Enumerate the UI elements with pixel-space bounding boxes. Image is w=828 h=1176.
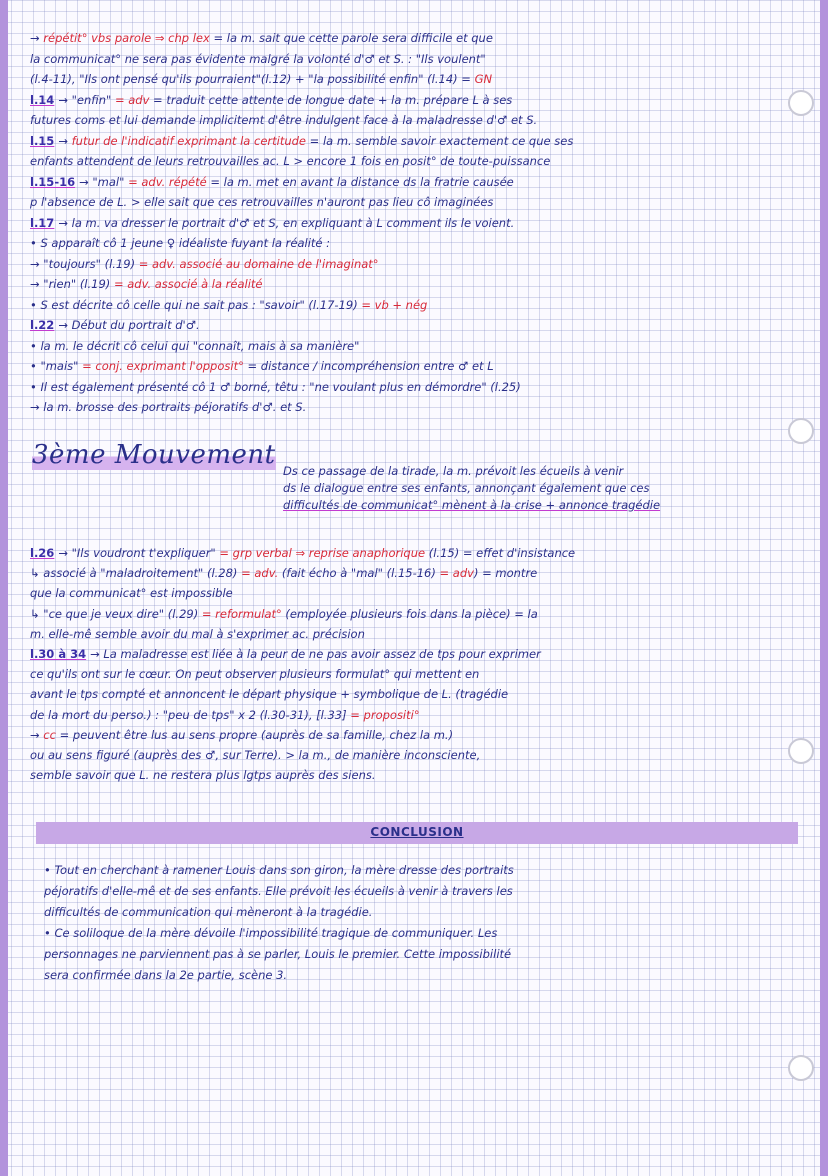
note-text: que la communicat° est impossible [30,586,233,601]
note-line [30,92,798,109]
conclusion-line: • Tout en cherchant à ramener Louis dans son giron, la mère dresse des portraits [44,863,514,877]
right-margin-strip [820,0,828,1176]
note-text: (fait écho à "mal" (l.15-16) [278,566,440,581]
grammar-annotation: = grp verbal ⇒ reprise anaphorique [219,546,426,560]
grammar-annotation: = adv. associé au domaine de l'imaginat° [138,256,379,271]
note-line [30,153,798,170]
note-line [30,194,798,211]
movement-intro [283,463,793,514]
note-line [30,338,798,355]
note-line [30,686,798,703]
intro-line: difficultés de communicat° mènent à la crise + annonce tragédie [283,498,661,512]
note-text: → la m. va dresser le portrait d'♂ et S, en expliquant à L comment ils le voient. [58,215,515,230]
note-text: enfants attendent de leurs retrouvailles ac. L > encore 1 fois en posit° de toute-puissance [30,154,551,168]
note-line [30,51,798,68]
note-text: ) = montre [473,566,538,581]
line-reference-label: l.14 [30,92,55,107]
line-reference-label: l.30 à 34 [30,647,87,661]
conclusion-line: • Ce soliloque de la mère dévoile l'impossibilité tragique de communiquer. Les [44,926,498,940]
line-reference-label: l.17 [30,215,55,230]
grammar-annotation: = adv. répété [128,174,207,189]
note-line [30,71,798,88]
grammar-annotation: futur de l'indicatif exprimant la certitude [71,133,306,148]
conclusion-line: péjoratifs d'elle-mê et de ses enfants. Elle prévoit les écueils à venir à travers les [44,884,513,898]
note-text: • la m. le décrit cô celui qui "connaît, mais à sa manière" [30,338,360,353]
grammar-annotation: répétit° vbs parole ⇒ chp lex [43,31,210,45]
grammar-annotation: GN [474,72,493,86]
conclusion-line: personnages ne parviennent pas à se parler, Louis le premier. Cette impossibilité [44,947,512,961]
note-text: → "enfin" [58,92,115,107]
note-text: • S apparaît cô 1 jeune ♀ idéaliste fuyant la réalité : [30,236,330,250]
note-text: → "mal" [79,174,129,189]
note-line [30,767,798,784]
note-line [30,317,798,334]
note-line [30,174,798,191]
note-text: → [58,133,72,148]
note-text: → "toujours" (l.19) [30,256,139,271]
note-text: futures coms et lui demande implicitemt d'être indulgent face à la maladresse d'♂ et S. [30,113,538,127]
note-text: ou au sens figuré (auprès des ♂, sur Terre). > la m., de manière inconsciente, [30,748,481,762]
note-text: (employée plusieurs fois dans la pièce) = la [281,606,538,621]
note-text: la communicat° ne sera pas évidente malgré la volonté d'♂ et S. : "Ils voulent" [30,51,486,66]
note-text: de la mort du perso.) : "peu de tps" x 2 (l.30-31), [l.33] [30,707,351,722]
note-text: (l.4-11), "Ils ont pensé qu'ils pourraient"(l.12) + "la possibilité enfin" (l.14) = [30,72,475,86]
note-text: • Il est également présenté cô 1 ♂ borné, têtu : "ne voulant plus en démordre" (l.25) [30,379,521,394]
note-line [30,215,798,232]
grammar-annotation: = adv. [241,566,279,581]
note-line [30,747,798,764]
line-reference-label: l.15 [30,133,55,148]
grammar-annotation: = adv [439,566,474,581]
note-line [30,358,798,375]
movement-title [32,440,276,470]
intro-line: Ds ce passage de la tirade, la m. prévoit les écueils à venir [283,464,624,478]
note-line [30,585,798,602]
note-line [30,276,798,293]
note-line [30,545,798,562]
note-line [30,256,798,273]
grammar-annotation: = reformulat° [201,606,282,621]
note-line [30,399,798,416]
note-text: m. elle-mê semble avoir du mal à s'exprimer ac. précision [30,626,365,641]
note-text: = la m. met en avant la distance ds la fratrie causée [206,174,514,189]
note-text: → "Ils voudront t'expliquer" [58,546,220,560]
conclusion-line: sera confirmée dans la 2e partie, scène 3. [44,968,288,982]
binder-hole [788,418,814,444]
note-text: → Début du portrait d'♂. [58,318,200,332]
left-margin-strip [0,0,8,1176]
note-text: → [30,31,44,45]
note-text: = la m. sait que cette parole sera difficile et que [209,31,493,45]
conclusion-header [36,822,798,844]
note-text: semble savoir que L. ne restera plus lgtps auprès des siens. [30,768,376,783]
conclusion-title: CONCLUSION [370,825,464,839]
note-line [30,626,798,643]
note-text: = la m. semble savoir exactement ce que ses [306,133,574,148]
note-line [30,666,798,683]
note-text: p l'absence de L. > elle sait que ces retrouvailles n'auront pas lieu cô imaginées [30,195,494,209]
note-text: → [30,727,44,742]
note-text: ↳ associé à "maladroitement" (l.28) [30,566,242,581]
note-line [30,727,798,744]
note-line [30,646,798,663]
note-text: (l.15) = effet d'insistance [425,546,576,560]
note-line [30,235,798,252]
line-reference-label: l.26 [30,546,55,560]
note-text: → La maladresse est liée à la peur de ne pas avoir assez de tps pour exprimer [90,647,541,661]
note-line [30,30,798,47]
note-line [30,133,798,150]
grammar-annotation: cc [43,727,56,742]
binder-hole [788,1055,814,1081]
note-text: • S est décrite cô celle qui ne sait pas : "savoir" (l.17-19) [30,297,362,312]
note-line [30,606,798,623]
line-reference-label: l.15-16 [30,174,76,189]
note-line [30,707,798,724]
intro-line: ds le dialogue entre ses enfants, annonçant également que ces [283,481,650,495]
note-text: avant le tps compté et annoncent le départ physique + symbolique de L. (tragédie [30,687,509,702]
note-text: = peuvent être lus au sens propre (auprès de sa famille, chez la m.) [55,727,454,742]
grammar-annotation: = vb + nég [361,297,428,312]
note-text: ↳ "ce que je veux dire" (l.29) [30,606,202,621]
movement-title-text: 3ème Mouvement [32,440,276,470]
grammar-annotation: = propositi° [350,707,420,722]
note-text: = distance / incompréhension entre ♂ et L [243,359,494,373]
note-line [30,112,798,129]
note-text: → "rien" (l.19) [30,277,114,291]
note-text: ce qu'ils ont sur le cœur. On peut observer plusieurs formulat° qui mettent en [30,667,480,682]
note-line [30,297,798,314]
grammar-annotation: = conj. exprimant l'opposit° [82,359,244,373]
note-line [30,565,798,582]
note-text: = traduit cette attente de longue date + la m. prépare L à ses [149,92,513,107]
conclusion-line: difficultés de communication qui mèneront à la tragédie. [44,905,373,919]
note-text: → la m. brosse des portraits péjoratifs d'♂. et S. [30,400,307,414]
note-line [30,379,798,396]
line-reference-label: l.22 [30,318,55,332]
note-text: • "mais" [30,359,83,373]
grammar-annotation: = adv. associé à la réalité [113,277,263,291]
grammar-annotation: = adv [114,92,150,107]
